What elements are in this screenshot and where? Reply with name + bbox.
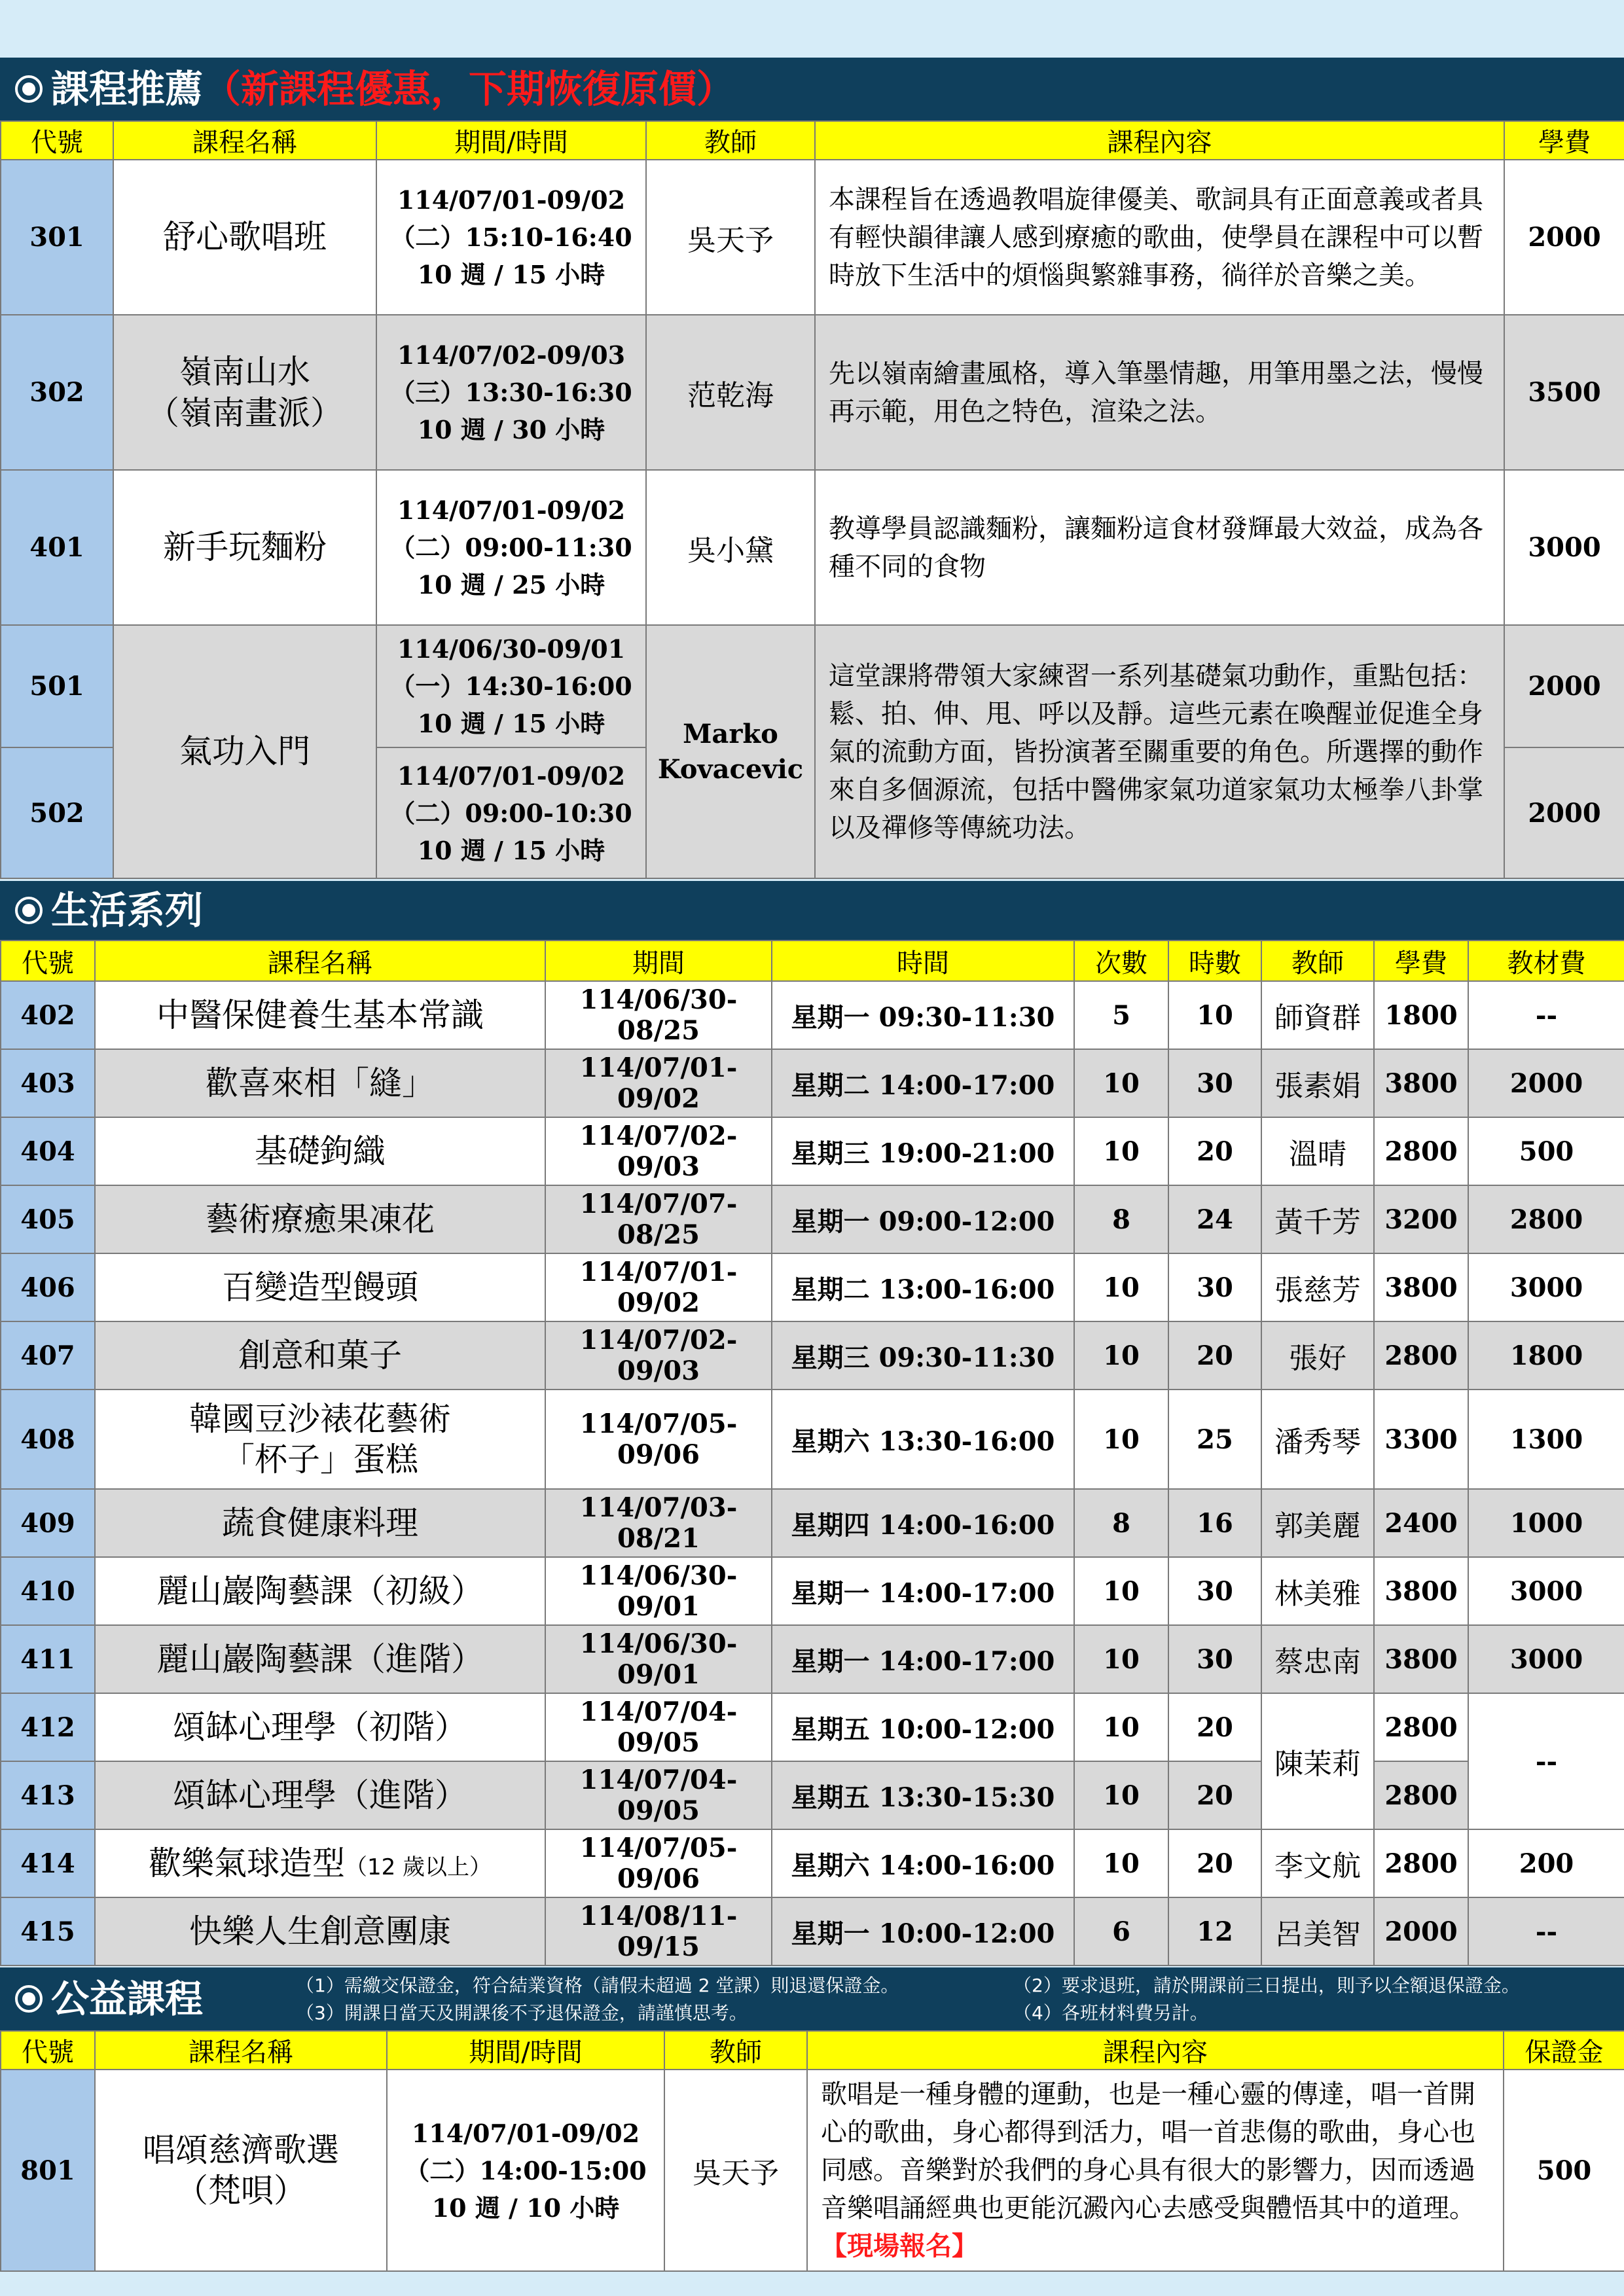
section-title: 課程推薦	[51, 67, 204, 111]
course-code: 302	[1, 315, 113, 470]
course-period: 114/07/02-09/03 （三）13:30-16:30 10 週 / 30 小時	[376, 315, 646, 470]
course-time: 星期四 14:00-16:00	[772, 1489, 1074, 1557]
table-row	[1, 315, 1624, 470]
course-time: 星期五 10:00-12:00	[772, 1693, 1074, 1761]
course-sessions: 10	[1074, 1693, 1168, 1761]
course-time: 星期一 14:00-17:00	[772, 1625, 1074, 1693]
course-teacher: 蔡忠南	[1261, 1625, 1374, 1693]
table-row	[1, 1625, 1624, 1693]
section-title: 公益課程	[51, 1977, 204, 2021]
table-row	[1, 2070, 1624, 2271]
course-teacher: 呂美智	[1261, 1897, 1374, 1965]
note-1: （1）需繳交保證金，符合結業資格（請假未超過 2 堂課）則退還保證金。	[296, 1975, 899, 1996]
header-sessions: 次數	[1074, 941, 1168, 981]
course-code: 409	[1, 1489, 95, 1557]
course-code: 502	[1, 747, 113, 878]
course-name: 氣功入門	[113, 625, 376, 878]
course-name: 舒心歌唱班	[113, 160, 376, 315]
course-hours: 30	[1168, 1253, 1261, 1321]
course-material: 1000	[1468, 1489, 1624, 1557]
header-period: 期間/時間	[376, 121, 646, 160]
course-fee: 3800	[1374, 1253, 1468, 1321]
course-period: 114/07/02-09/03	[545, 1321, 772, 1390]
table-row	[1, 1829, 1624, 1897]
course-name: 創意和菓子	[95, 1321, 545, 1390]
table-row	[1, 1897, 1624, 1965]
section-header-courses	[0, 58, 1624, 120]
course-teacher: 陳茉莉	[1261, 1693, 1374, 1829]
course-teacher: 溫晴	[1261, 1117, 1374, 1185]
course-material: 1300	[1468, 1390, 1624, 1489]
section-promo-note: （新課程優惠，下期恢復原價）	[203, 67, 735, 111]
course-time: 星期五 13:30-15:30	[772, 1761, 1074, 1829]
course-description: 這堂課將帶領大家練習一系列基礎氣功動作，重點包括：鬆、拍、伸、甩、呼以及靜。這些元素在喚醒並促進全身氣的流動方面，皆扮演著至關重要的角色。所選擇的動作來自多個源流，包括中醫佛家氣功道家氣功太極拳八卦掌以及禪修等傳統功法。	[815, 625, 1504, 878]
header-fee: 學費	[1374, 941, 1468, 981]
course-code: 413	[1, 1761, 95, 1829]
target-bullet-icon	[14, 1984, 43, 2013]
course-period: 114/06/30-09/01 （一）14:30-16:00 10 週 / 15 小時	[376, 625, 646, 747]
course-period: 114/07/01-09/02 （二）15:10-16:40 10 週 / 15 小時	[376, 160, 646, 315]
course-description: 本課程旨在透過教唱旋律優美、歌詞具有正面意義或者具有輕快韻律讓人感到療癒的歌曲，使學員在課程中可以暫時放下生活中的煩惱與繁雜事務，徜徉於音樂之美。	[815, 160, 1504, 315]
table-row	[1, 1390, 1624, 1489]
course-code: 801	[1, 2070, 95, 2271]
course-time: 星期一 10:00-12:00	[772, 1897, 1074, 1965]
course-sessions: 10	[1074, 1253, 1168, 1321]
charity-courses-table	[0, 2030, 1624, 2272]
course-hours: 20	[1168, 1117, 1261, 1185]
header-time: 時間	[772, 941, 1074, 981]
table-row	[1, 1557, 1624, 1625]
course-name: 頌缽心理學（進階）	[95, 1761, 545, 1829]
table-row	[1, 1321, 1624, 1390]
course-time: 星期一 14:00-17:00	[772, 1557, 1074, 1625]
course-period: 114/07/07-08/25	[545, 1185, 772, 1253]
course-teacher: 李文航	[1261, 1829, 1374, 1897]
course-name: 韓國豆沙裱花藝術 「杯子」蛋糕	[95, 1390, 545, 1489]
course-name: 中醫保健養生基本常識	[95, 981, 545, 1049]
table-header-row	[1, 2031, 1624, 2070]
course-code: 408	[1, 1390, 95, 1489]
course-period: 114/07/01-09/02	[545, 1049, 772, 1117]
course-teacher: 張慈芳	[1261, 1253, 1374, 1321]
table-row	[1, 1489, 1624, 1557]
course-code: 412	[1, 1693, 95, 1761]
course-fee: 2800	[1374, 1117, 1468, 1185]
course-name: 歡喜來相「縫」	[95, 1049, 545, 1117]
course-code: 501	[1, 625, 113, 747]
header-period: 期間	[545, 941, 772, 981]
header-name: 課程名稱	[95, 941, 545, 981]
course-name: 藝術療癒果凍花	[95, 1185, 545, 1253]
course-period: 114/07/01-09/02 （二）09:00-10:30 10 週 / 15 小時	[376, 747, 646, 878]
course-hours: 24	[1168, 1185, 1261, 1253]
course-name: 歡樂氣球造型（12 歲以上）	[95, 1829, 545, 1897]
course-teacher: 范乾海	[646, 315, 815, 470]
course-teacher: 師資群	[1261, 981, 1374, 1049]
course-hours: 20	[1168, 1829, 1261, 1897]
course-fee: 1800	[1374, 981, 1468, 1049]
course-period: 114/07/03-08/21	[545, 1489, 772, 1557]
course-description: 歌唱是一種身體的運動，也是一種心靈的傳達，唱一首開心的歌曲，身心都得到活力，唱一首悲傷的歌曲，身心也同感。音樂對於我們的身心具有很大的影響力，因而透過音樂唱誦經典也更能沉澱內心去感受與體悟其中的道理。【現場報名】	[807, 2070, 1504, 2271]
course-description: 先以嶺南繪畫風格，導入筆墨情趣，用筆用墨之法，慢慢再示範，用色之特色，渲染之法。	[815, 315, 1504, 470]
course-name: 麗山巖陶藝課（進階）	[95, 1625, 545, 1693]
header-code: 代號	[1, 2031, 95, 2070]
course-period: 114/07/05-09/06	[545, 1390, 772, 1489]
table-header-row	[1, 121, 1624, 160]
course-time: 星期六 13:30-16:00	[772, 1390, 1074, 1489]
course-period: 114/06/30-09/01	[545, 1625, 772, 1693]
note-4: （4）各班材料費另計。	[1013, 2002, 1208, 2024]
header-period: 期間/時間	[387, 2031, 664, 2070]
course-fee: 2000	[1504, 160, 1624, 315]
course-period: 114/07/04-09/05	[545, 1693, 772, 1761]
course-material: --	[1468, 981, 1624, 1049]
table-header-row	[1, 941, 1624, 981]
course-period: 114/07/01-09/02 （二）09:00-11:30 10 週 / 25 小時	[376, 470, 646, 625]
course-code: 411	[1, 1625, 95, 1693]
note-3: （3）開課日當天及開課後不予退保證金，請謹慎思考。	[296, 2002, 748, 2024]
course-code: 404	[1, 1117, 95, 1185]
course-material: 500	[1468, 1117, 1624, 1185]
section-header-charity	[0, 1967, 1624, 2030]
course-code: 406	[1, 1253, 95, 1321]
course-deposit: 500	[1504, 2070, 1624, 2271]
course-period: 114/07/04-09/05	[545, 1761, 772, 1829]
course-name: 基礎鉤織	[95, 1117, 545, 1185]
course-fee: 2800	[1374, 1761, 1468, 1829]
course-name: 新手玩麵粉	[113, 470, 376, 625]
course-fee: 3800	[1374, 1625, 1468, 1693]
header-content: 課程內容	[815, 121, 1504, 160]
table-row	[1, 625, 1624, 747]
course-fee: 3200	[1374, 1185, 1468, 1253]
course-sessions: 10	[1074, 1761, 1168, 1829]
table-row	[1, 1049, 1624, 1117]
course-period: 114/07/05-09/06	[545, 1829, 772, 1897]
course-time: 星期六 14:00-16:00	[772, 1829, 1074, 1897]
course-hours: 20	[1168, 1761, 1261, 1829]
table-row	[1, 1761, 1624, 1829]
header-hours: 時數	[1168, 941, 1261, 981]
course-fee: 3800	[1374, 1557, 1468, 1625]
course-code: 402	[1, 981, 95, 1049]
course-name: 頌缽心理學（初階）	[95, 1693, 545, 1761]
table-row	[1, 1117, 1624, 1185]
course-material: 3000	[1468, 1625, 1624, 1693]
course-material: 2000	[1468, 1049, 1624, 1117]
course-period: 114/06/30-08/25	[545, 981, 772, 1049]
course-fee: 2000	[1504, 747, 1624, 878]
course-material: 200	[1468, 1829, 1624, 1897]
header-code: 代號	[1, 121, 113, 160]
course-hours: 30	[1168, 1557, 1261, 1625]
course-teacher: 潘秀琴	[1261, 1390, 1374, 1489]
course-period: 114/07/01-09/02	[545, 1253, 772, 1321]
course-sessions: 5	[1074, 981, 1168, 1049]
course-fee: 2800	[1374, 1829, 1468, 1897]
course-material: --	[1468, 1693, 1624, 1829]
course-name: 蔬食健康料理	[95, 1489, 545, 1557]
course-teacher: 郭美麗	[1261, 1489, 1374, 1557]
header-teacher: 教師	[1261, 941, 1374, 981]
course-material: 3000	[1468, 1253, 1624, 1321]
course-period: 114/07/02-09/03	[545, 1117, 772, 1185]
course-teacher: 黃千芳	[1261, 1185, 1374, 1253]
course-fee: 3300	[1374, 1390, 1468, 1489]
course-sessions: 6	[1074, 1897, 1168, 1965]
course-code: 415	[1, 1897, 95, 1965]
course-name: 快樂人生創意團康	[95, 1897, 545, 1965]
course-time: 星期二 14:00-17:00	[772, 1049, 1074, 1117]
course-teacher: 張好	[1261, 1321, 1374, 1390]
header-material: 教材費	[1468, 941, 1624, 981]
course-sessions: 10	[1074, 1049, 1168, 1117]
header-content: 課程內容	[807, 2031, 1504, 2070]
course-hours: 25	[1168, 1390, 1261, 1489]
table-row	[1, 1185, 1624, 1253]
course-code: 401	[1, 470, 113, 625]
course-name: 百變造型饅頭	[95, 1253, 545, 1321]
course-sessions: 10	[1074, 1321, 1168, 1390]
course-fee: 2800	[1374, 1693, 1468, 1761]
course-hours: 16	[1168, 1489, 1261, 1557]
table-row	[1, 1693, 1624, 1761]
course-code: 407	[1, 1321, 95, 1390]
course-name: 麗山巖陶藝課（初級）	[95, 1557, 545, 1625]
target-bullet-icon	[14, 896, 43, 925]
header-name: 課程名稱	[95, 2031, 387, 2070]
header-teacher: 教師	[646, 121, 815, 160]
course-period: 114/08/11-09/15	[545, 1897, 772, 1965]
course-sessions: 10	[1074, 1557, 1168, 1625]
course-material: --	[1468, 1897, 1624, 1965]
course-teacher: 吳天予	[646, 160, 815, 315]
header-teacher: 教師	[664, 2031, 807, 2070]
course-hours: 30	[1168, 1625, 1261, 1693]
course-teacher: 張素娟	[1261, 1049, 1374, 1117]
signup-note: 【現場報名】	[821, 2231, 978, 2261]
table-row	[1, 1253, 1624, 1321]
course-teacher: Marko Kovacevic	[646, 625, 815, 878]
recommended-courses-table	[0, 120, 1624, 879]
section-title: 生活系列	[51, 888, 204, 933]
header-name: 課程名稱	[113, 121, 376, 160]
course-fee: 2400	[1374, 1489, 1468, 1557]
course-material: 2800	[1468, 1185, 1624, 1253]
life-series-table	[0, 940, 1624, 1966]
course-description: 教導學員認識麵粉，讓麵粉這食材發輝最大效益，成為各種不同的食物	[815, 470, 1504, 625]
header-code: 代號	[1, 941, 95, 981]
course-material: 1800	[1468, 1321, 1624, 1390]
table-row	[1, 470, 1624, 625]
course-name: 嶺南山水 （嶺南畫派）	[113, 315, 376, 470]
course-code: 301	[1, 160, 113, 315]
course-sessions: 10	[1074, 1117, 1168, 1185]
course-period: 114/07/01-09/02 （二）14:00-15:00 10 週 / 10 小時	[387, 2070, 664, 2271]
course-period: 114/06/30-09/01	[545, 1557, 772, 1625]
course-material: 3000	[1468, 1557, 1624, 1625]
course-hours: 20	[1168, 1321, 1261, 1390]
header-deposit: 保證金	[1504, 2031, 1624, 2070]
course-time: 星期三 19:00-21:00	[772, 1117, 1074, 1185]
course-teacher: 林美雅	[1261, 1557, 1374, 1625]
course-fee: 2800	[1374, 1321, 1468, 1390]
course-hours: 20	[1168, 1693, 1261, 1761]
course-code: 410	[1, 1557, 95, 1625]
course-hours: 12	[1168, 1897, 1261, 1965]
course-fee: 3000	[1504, 470, 1624, 625]
course-sessions: 8	[1074, 1489, 1168, 1557]
course-name: 唱頌慈濟歌選 （梵唄）	[95, 2070, 387, 2271]
course-sessions: 8	[1074, 1185, 1168, 1253]
course-fee: 2000	[1504, 625, 1624, 747]
note-2: （2）要求退班，請於開課前三日提出，則予以全額退保證金。	[1013, 1975, 1520, 1996]
course-fee: 2000	[1374, 1897, 1468, 1965]
target-bullet-icon	[14, 75, 43, 103]
table-row	[1, 981, 1624, 1049]
course-time: 星期三 09:30-11:30	[772, 1321, 1074, 1390]
course-code: 403	[1, 1049, 95, 1117]
header-fee: 學費	[1504, 121, 1624, 160]
section-header-life	[0, 881, 1624, 940]
table-row	[1, 160, 1624, 315]
course-sessions: 10	[1074, 1829, 1168, 1897]
course-teacher: 吳小黛	[646, 470, 815, 625]
course-time: 星期二 13:00-16:00	[772, 1253, 1074, 1321]
course-code: 414	[1, 1829, 95, 1897]
course-time: 星期一 09:00-12:00	[772, 1185, 1074, 1253]
course-time: 星期一 09:30-11:30	[772, 981, 1074, 1049]
course-teacher: 吳天予	[664, 2070, 807, 2271]
course-code: 405	[1, 1185, 95, 1253]
course-sessions: 10	[1074, 1625, 1168, 1693]
course-fee: 3500	[1504, 315, 1624, 470]
course-hours: 30	[1168, 1049, 1261, 1117]
course-fee: 3800	[1374, 1049, 1468, 1117]
course-hours: 10	[1168, 981, 1261, 1049]
course-sessions: 10	[1074, 1390, 1168, 1489]
